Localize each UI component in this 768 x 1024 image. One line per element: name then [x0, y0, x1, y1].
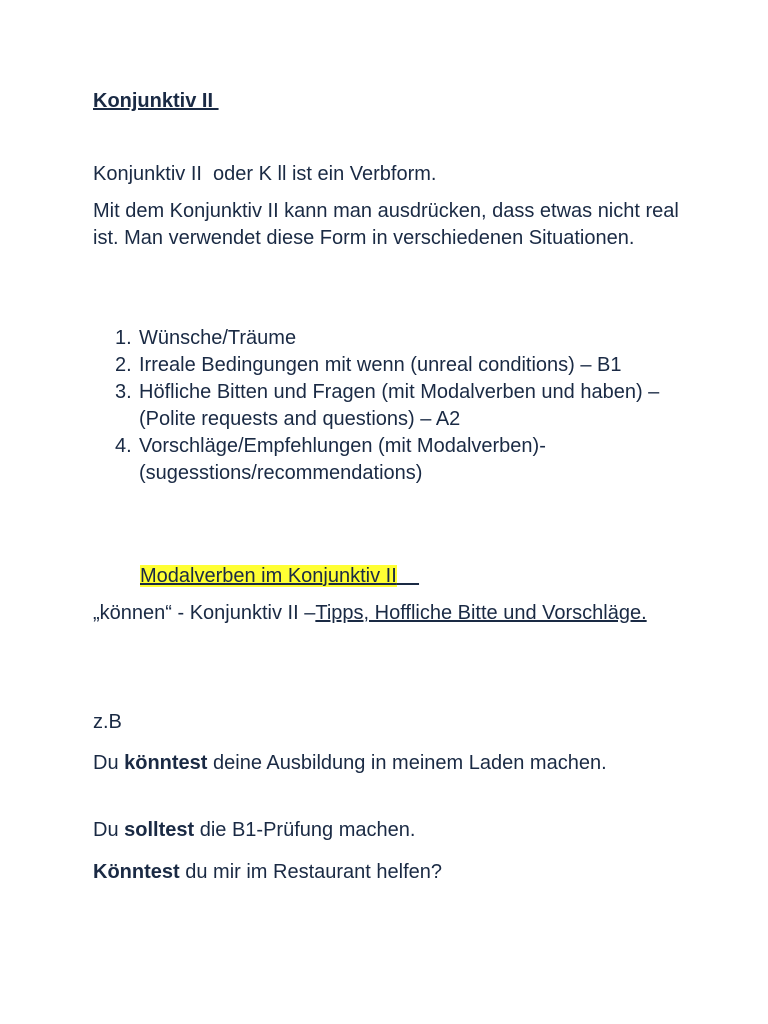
example-sentence-3: [93, 859, 442, 886]
example-sentence-1: [93, 750, 653, 777]
intro-paragraph: Konjunktiv II oder K ll ist ein Verbform.: [93, 163, 437, 185]
list-item-text: Vorschläge/Empfehlungen (mit Modalverben)- (sugesstions/recommendations): [139, 435, 546, 484]
subheading-highlight: Modalverben im Konjunktiv II: [140, 565, 397, 587]
koennen-paragraph: [93, 600, 653, 627]
list-item: [93, 433, 693, 487]
list-item-text: Irreale Bedingungen mit wenn (unreal conditions) – B1: [139, 354, 622, 376]
example-text: du mir im Restaurant helfen?: [179, 861, 443, 883]
description-paragraph: Mit dem Konjunktiv II kann man ausdrücken, dass etwas nicht real ist. Man verwendet diese Form in verschiedenen Situationen.: [93, 200, 679, 249]
list-item: [93, 379, 693, 433]
list-item: [93, 352, 693, 379]
list-item-text: Höfliche Bitten und Fragen (mit Modalverben und haben) – (Polite requests and questions) – A2: [139, 381, 660, 430]
subheading: [140, 563, 419, 590]
example-sentence-2: [93, 817, 415, 844]
list-number: 3.: [115, 381, 132, 403]
example-label: z.B: [93, 711, 122, 733]
list-number: 2.: [115, 354, 132, 376]
subheading-trail: [397, 565, 419, 587]
koennen-underlined: Tipps, Hoffliche Bitte und Vorschläge.: [315, 602, 647, 624]
example-bold-verb: könntest: [124, 752, 208, 774]
example-bold-verb: Könntest: [93, 861, 180, 883]
document-page: [93, 0, 693, 1024]
example-bold-verb: solltest: [124, 819, 195, 841]
list-number: 4.: [115, 435, 132, 457]
list-item-text: Wünsche/Träume: [139, 327, 297, 349]
example-text: die B1-Prüfung machen.: [194, 819, 416, 841]
example-text: Du: [93, 819, 125, 841]
list-item: [93, 325, 693, 352]
uses-list: [93, 325, 693, 487]
document-title: Konjunktiv II: [93, 90, 219, 112]
example-text: Du: [93, 752, 125, 774]
koennen-prefix: „können“ - Konjunktiv II –: [93, 602, 316, 624]
example-text: deine Ausbildung in meinem Laden machen.: [207, 752, 607, 774]
list-number: 1.: [115, 327, 132, 349]
